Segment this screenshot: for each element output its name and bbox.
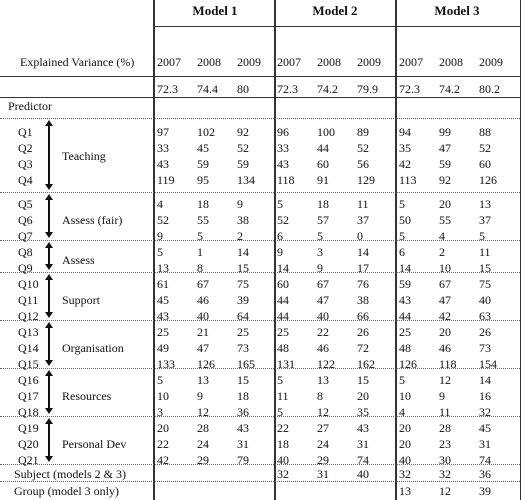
table-cell: 25 — [157, 325, 169, 339]
table-cell: 72 — [357, 341, 369, 355]
question-label: Q5 — [18, 197, 33, 211]
table-cell: 1 — [197, 245, 203, 259]
table-cell: 32 — [439, 467, 451, 481]
table-cell: 10 — [157, 389, 169, 403]
table-cell: 44 — [399, 309, 411, 323]
table-cell: 3 — [317, 245, 323, 259]
table-cell: 92 — [237, 125, 249, 139]
explained-variance-value: 80.2 — [479, 82, 500, 96]
table-cell: 6 — [277, 229, 283, 243]
table-cell: 44 — [277, 309, 289, 323]
table-cell: 42 — [439, 309, 451, 323]
table-cell: 24 — [317, 437, 329, 451]
table-cell: 97 — [157, 125, 169, 139]
table-cell: 18 — [237, 389, 249, 403]
table-cell: 56 — [357, 157, 369, 171]
predictor-label: Predictor — [8, 99, 52, 113]
model-1-title: Model 1 — [192, 3, 238, 18]
table-cell: 29 — [197, 453, 209, 467]
group-label: Organisation — [62, 341, 124, 355]
table-cell: 16 — [479, 389, 491, 403]
table-cell: 35 — [399, 141, 411, 155]
explained-variance-value: 74.2 — [317, 82, 338, 96]
table-cell: 5 — [317, 229, 323, 243]
table-cell: 74 — [479, 453, 491, 467]
table-cell: 3 — [157, 405, 163, 419]
table-cell: 14 — [237, 245, 249, 259]
table-cell: 47 — [439, 141, 451, 155]
table-cell: 129 — [357, 173, 375, 187]
table-cell: 11 — [277, 389, 289, 403]
table-cell: 38 — [237, 213, 249, 227]
year-header: 2009 — [237, 55, 261, 69]
table-cell: 126 — [197, 357, 215, 371]
year-header: 2009 — [357, 55, 381, 69]
table-cell: 39 — [237, 293, 249, 307]
explained-variance-value: 72.3 — [277, 82, 298, 96]
table-cell: 40 — [479, 293, 491, 307]
table-cell: 126 — [479, 173, 497, 187]
table-cell: 2 — [237, 229, 243, 243]
question-label: Q18 — [18, 405, 39, 419]
table-cell: 32 — [399, 467, 411, 481]
table-cell: 99 — [439, 125, 451, 139]
table-cell: 33 — [277, 141, 289, 155]
table-cell: 59 — [237, 157, 249, 171]
table-cell: 31 — [317, 467, 329, 481]
year-header: 2008 — [439, 55, 463, 69]
extra-row-label: Group (model 3 only) — [14, 484, 119, 498]
table-cell: 31 — [479, 437, 491, 451]
table-cell: 20 — [157, 421, 169, 435]
year-header: 2008 — [197, 55, 221, 69]
table-cell: 44 — [317, 141, 329, 155]
group-label: Resources — [62, 389, 112, 403]
table-cell: 74 — [357, 453, 369, 467]
table-cell: 43 — [157, 309, 169, 323]
table-cell: 46 — [197, 293, 209, 307]
table-cell: 60 — [479, 157, 491, 171]
explained-variance-value: 74.2 — [439, 82, 460, 96]
table-cell: 46 — [317, 341, 329, 355]
table-cell: 13 — [399, 484, 411, 498]
table-cell: 45 — [197, 141, 209, 155]
table-cell: 20 — [399, 421, 411, 435]
question-label: Q7 — [18, 229, 33, 243]
explained-variance-value: 80 — [237, 82, 249, 96]
table-cell: 92 — [439, 173, 451, 187]
table-cell: 60 — [277, 277, 289, 291]
year-header: 2007 — [277, 55, 301, 69]
table-cell: 36 — [479, 467, 491, 481]
table-cell: 57 — [317, 213, 329, 227]
table-cell: 13 — [157, 261, 169, 275]
table-cell: 20 — [439, 197, 451, 211]
table-cell: 49 — [157, 341, 169, 355]
table-cell: 12 — [197, 405, 209, 419]
table-cell: 5 — [197, 229, 203, 243]
table-cell: 119 — [157, 173, 175, 187]
table-cell: 67 — [317, 277, 329, 291]
table-cell: 59 — [399, 277, 411, 291]
table-cell: 165 — [237, 357, 255, 371]
table-cell: 43 — [357, 421, 369, 435]
table-cell: 46 — [439, 341, 451, 355]
table-cell: 17 — [357, 261, 369, 275]
group-label: Support — [62, 293, 101, 307]
table-cell: 10 — [439, 261, 451, 275]
table-cell: 64 — [237, 309, 249, 323]
extra-row-label: Subject (models 2 & 3) — [14, 467, 126, 481]
table-cell: 73 — [237, 341, 249, 355]
table-cell: 75 — [237, 277, 249, 291]
table-cell: 9 — [157, 229, 163, 243]
table-cell: 5 — [157, 245, 163, 259]
table-cell: 42 — [157, 453, 169, 467]
question-label: Q15 — [18, 357, 39, 371]
table-cell: 96 — [277, 125, 289, 139]
table-cell: 118 — [439, 357, 457, 371]
explained-variance-value: 74.4 — [197, 82, 218, 96]
question-label: Q2 — [18, 141, 33, 155]
table-cell: 5 — [399, 197, 405, 211]
table-cell: 79 — [237, 453, 249, 467]
table-cell: 32 — [479, 405, 491, 419]
table-cell: 91 — [317, 173, 329, 187]
table-cell: 14 — [277, 261, 289, 275]
year-header: 2007 — [399, 55, 423, 69]
question-label: Q8 — [18, 245, 33, 259]
table-cell: 52 — [237, 141, 249, 155]
table-cell: 22 — [317, 325, 329, 339]
table-cell: 47 — [317, 293, 329, 307]
table-cell: 42 — [399, 157, 411, 171]
question-label: Q9 — [18, 261, 33, 275]
question-label: Q20 — [18, 437, 39, 451]
table-cell: 9 — [317, 261, 323, 275]
question-label: Q6 — [18, 213, 33, 227]
table-cell: 18 — [277, 437, 289, 451]
table-cell: 21 — [197, 325, 209, 339]
table-cell: 32 — [277, 467, 289, 481]
table-cell: 45 — [157, 293, 169, 307]
table-cell: 13 — [317, 373, 329, 387]
table-cell: 134 — [237, 173, 255, 187]
table-cell: 37 — [357, 213, 369, 227]
table-cell: 10 — [399, 389, 411, 403]
question-label: Q16 — [18, 373, 39, 387]
table-cell: 48 — [277, 341, 289, 355]
table-cell: 60 — [317, 157, 329, 171]
table-cell: 25 — [237, 325, 249, 339]
table-cell: 12 — [439, 373, 451, 387]
question-label: Q17 — [18, 389, 39, 403]
table-cell: 38 — [357, 293, 369, 307]
table-cell: 44 — [277, 293, 289, 307]
table-cell: 5 — [277, 405, 283, 419]
table-cell: 25 — [399, 325, 411, 339]
explained-variance-label: Explained Variance (%) — [20, 55, 135, 69]
explained-variance-value: 72.3 — [157, 82, 178, 96]
table-cell: 20 — [399, 437, 411, 451]
table-cell: 47 — [197, 341, 209, 355]
table-cell: 67 — [197, 277, 209, 291]
table-cell: 8 — [317, 389, 323, 403]
table-cell: 6 — [399, 245, 405, 259]
table-cell: 36 — [237, 405, 249, 419]
table-cell: 40 — [277, 453, 289, 467]
table-cell: 66 — [357, 309, 369, 323]
table-cell: 40 — [357, 467, 369, 481]
table-cell: 5 — [479, 229, 485, 243]
table-cell: 11 — [357, 197, 369, 211]
question-label: Q13 — [18, 325, 39, 339]
table-cell: 27 — [317, 421, 329, 435]
table-cell: 28 — [197, 421, 209, 435]
table-cell: 59 — [439, 157, 451, 171]
table-cell: 52 — [157, 213, 169, 227]
year-header: 2009 — [479, 55, 503, 69]
table-cell: 15 — [237, 373, 249, 387]
table-cell: 126 — [399, 357, 417, 371]
table-cell: 76 — [357, 277, 369, 291]
table-cell: 131 — [277, 357, 295, 371]
table-cell: 5 — [277, 373, 283, 387]
table-cell: 154 — [479, 357, 497, 371]
question-label: Q19 — [18, 421, 39, 435]
table-cell: 13 — [197, 373, 209, 387]
group-label: Assess (fair) — [62, 213, 123, 227]
table-cell: 9 — [277, 245, 283, 259]
question-label: Q11 — [18, 293, 39, 307]
table-cell: 15 — [237, 261, 249, 275]
group-label: Personal Dev — [62, 437, 127, 451]
table-cell: 45 — [479, 421, 491, 435]
year-header: 2007 — [157, 55, 181, 69]
table-cell: 52 — [479, 141, 491, 155]
table-cell: 94 — [399, 125, 411, 139]
table-cell: 88 — [479, 125, 491, 139]
table-cell: 9 — [237, 197, 243, 211]
table-cell: 43 — [399, 293, 411, 307]
table-cell: 43 — [157, 157, 169, 171]
table-cell: 22 — [277, 421, 289, 435]
table-cell: 4 — [157, 197, 163, 211]
question-label: Q3 — [18, 157, 33, 171]
table-cell: 50 — [399, 213, 411, 227]
table-cell: 20 — [439, 325, 451, 339]
table-cell: 40 — [197, 309, 209, 323]
table-cell: 133 — [157, 357, 175, 371]
table-cell: 73 — [479, 341, 491, 355]
table-cell: 5 — [399, 373, 405, 387]
table-cell: 26 — [357, 325, 369, 339]
table-cell: 11 — [479, 245, 491, 259]
table-cell: 18 — [317, 197, 329, 211]
table-cell: 52 — [277, 213, 289, 227]
table-cell: 18 — [197, 197, 209, 211]
table-cell: 67 — [439, 277, 451, 291]
table-cell: 55 — [439, 213, 451, 227]
table-cell: 9 — [197, 389, 203, 403]
table-cell: 8 — [197, 261, 203, 275]
table-cell: 9 — [439, 389, 445, 403]
table-cell: 2 — [439, 245, 445, 259]
table-cell: 12 — [439, 484, 451, 498]
group-label: Assess — [62, 253, 95, 267]
table-cell: 75 — [479, 277, 491, 291]
table-cell: 113 — [399, 173, 417, 187]
table-cell: 35 — [357, 405, 369, 419]
table-cell: 22 — [157, 437, 169, 451]
table-cell: 20 — [357, 389, 369, 403]
table-cell: 14 — [399, 261, 411, 275]
table-cell: 13 — [479, 197, 491, 211]
table-cell: 63 — [479, 309, 491, 323]
table-cell: 55 — [197, 213, 209, 227]
table-cell: 26 — [479, 325, 491, 339]
table-cell: 28 — [439, 421, 451, 435]
table-cell: 31 — [237, 437, 249, 451]
table-cell: 30 — [439, 453, 451, 467]
table-cell: 52 — [357, 141, 369, 155]
year-header: 2008 — [317, 55, 341, 69]
group-label: Teaching — [62, 149, 106, 163]
explained-variance-value: 79.9 — [357, 82, 378, 96]
explained-variance-value: 72.3 — [399, 82, 420, 96]
table-cell: 40 — [399, 453, 411, 467]
table-cell: 162 — [357, 357, 375, 371]
table-cell: 102 — [197, 125, 215, 139]
question-label: Q12 — [18, 309, 39, 323]
table-cell: 5 — [399, 229, 405, 243]
question-label: Q10 — [18, 277, 39, 291]
table-cell: 59 — [197, 157, 209, 171]
table-cell: 39 — [479, 484, 491, 498]
table-cell: 4 — [399, 405, 405, 419]
table-cell: 15 — [357, 373, 369, 387]
table-cell: 11 — [439, 405, 451, 419]
table-cell: 95 — [197, 173, 209, 187]
table-cell: 61 — [157, 277, 169, 291]
table-cell: 89 — [357, 125, 369, 139]
question-label: Q1 — [18, 125, 33, 139]
table-cell: 122 — [317, 357, 335, 371]
table-cell: 47 — [439, 293, 451, 307]
table-cell: 43 — [277, 157, 289, 171]
table-cell: 5 — [157, 373, 163, 387]
table-cell: 118 — [277, 173, 295, 187]
model-2-title: Model 2 — [312, 3, 358, 18]
table-cell: 0 — [357, 229, 363, 243]
table-cell: 23 — [439, 437, 451, 451]
table-cell: 37 — [479, 213, 491, 227]
table-cell: 33 — [157, 141, 169, 155]
table-cell: 14 — [357, 245, 369, 259]
table-cell: 24 — [197, 437, 209, 451]
table-cell: 15 — [479, 261, 491, 275]
table-cell: 5 — [277, 197, 283, 211]
question-label: Q4 — [18, 173, 33, 187]
table-cell: 40 — [317, 309, 329, 323]
table-cell: 31 — [357, 437, 369, 451]
table-cell: 29 — [317, 453, 329, 467]
table-cell: 43 — [237, 421, 249, 435]
table-cell: 12 — [317, 405, 329, 419]
table-cell: 48 — [399, 341, 411, 355]
table-cell: 4 — [439, 229, 445, 243]
question-label: Q21 — [18, 453, 39, 467]
table-cell: 14 — [479, 373, 491, 387]
model-3-title: Model 3 — [434, 3, 480, 18]
table-cell: 25 — [277, 325, 289, 339]
question-label: Q14 — [18, 341, 39, 355]
table-cell: 100 — [317, 125, 335, 139]
